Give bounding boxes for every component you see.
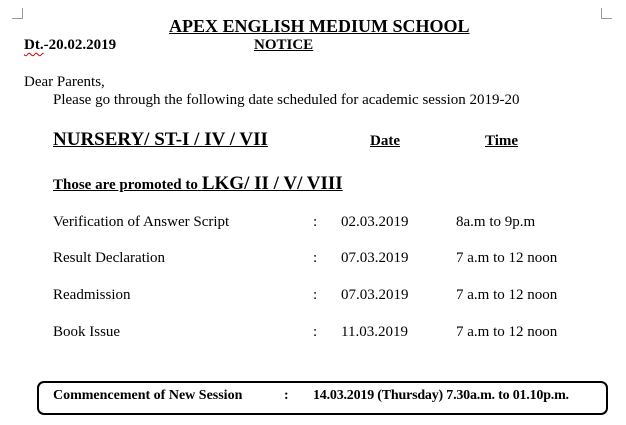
schedule-date: 07.03.2019 xyxy=(341,250,409,266)
session-label: Commencement of New Session xyxy=(53,388,243,403)
schedule-time: 7 a.m to 12 noon xyxy=(456,324,558,340)
notice-date xyxy=(24,37,116,54)
school-name: APEX ENGLISH MEDIUM SCHOOL xyxy=(169,16,470,36)
date-value: -20.02.2019 xyxy=(43,37,117,53)
page-corner-mark-left xyxy=(12,8,23,19)
schedule-activity: Readmission xyxy=(53,287,131,303)
table-header-time: Time xyxy=(485,133,519,149)
promoted-prefix: Those are promoted to xyxy=(53,177,198,193)
promoted-classes: LKG/ II / V/ VIII xyxy=(201,173,343,194)
table-header-date: Date xyxy=(370,133,400,149)
schedule-separator: : xyxy=(313,287,318,303)
schedule-date: 07.03.2019 xyxy=(341,287,409,303)
schedule-date: 11.03.2019 xyxy=(341,324,408,340)
schedule-time: 7 a.m to 12 noon xyxy=(456,250,558,266)
notice-title: NOTICE xyxy=(254,37,314,53)
salutation: Dear Parents, xyxy=(24,74,105,90)
schedule-activity: Verification of Answer Script xyxy=(53,214,230,230)
session-separator: : xyxy=(284,388,289,403)
schedule-activity: Book Issue xyxy=(53,324,121,340)
table-header-classes: NURSERY/ ST-I / IV / VII xyxy=(53,129,268,150)
schedule-date: 02.03.2019 xyxy=(341,214,409,230)
schedule-time: 7 a.m to 12 noon xyxy=(456,287,558,303)
schedule-activity: Result Declaration xyxy=(53,250,166,266)
page-corner-mark-right xyxy=(601,8,612,19)
session-value: 14.03.2019 (Thursday) 7.30a.m. to 01.10p.m. xyxy=(313,388,569,403)
promoted-line xyxy=(53,173,343,195)
schedule-separator: : xyxy=(313,214,318,230)
schedule-separator: : xyxy=(313,250,318,266)
date-prefix: Dt. xyxy=(24,37,44,53)
schedule-separator: : xyxy=(313,324,318,340)
intro-body: Please go through the following date scheduled for academic session 2019-20 xyxy=(53,92,520,108)
schedule-time: 8a.m to 9p.m xyxy=(456,214,536,230)
